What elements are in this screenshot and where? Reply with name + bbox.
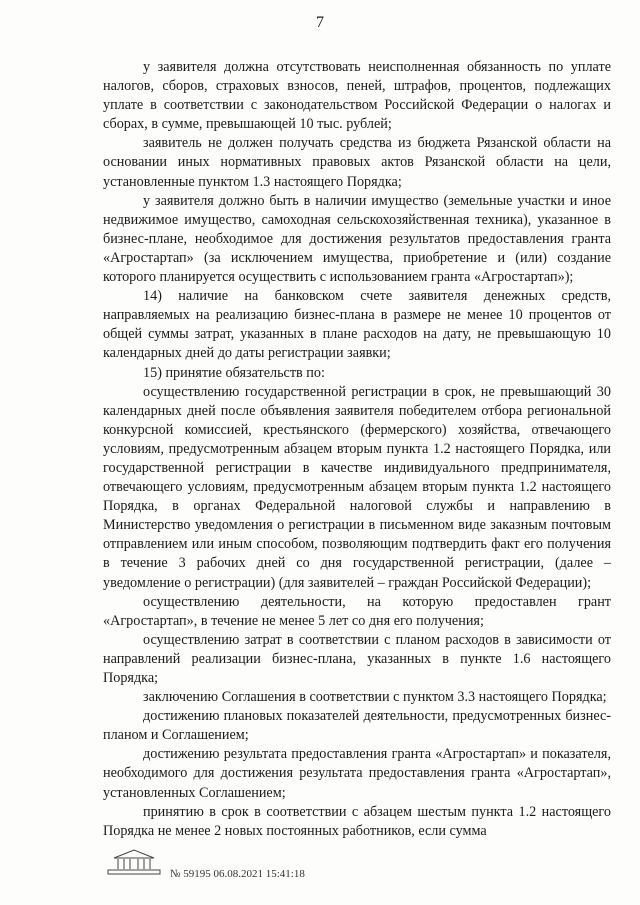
registration-stamp	[106, 848, 406, 888]
paragraph: у заявителя должна отсутствовать неисполненная обязанность по уплате налогов, сборов, страховых взносов, пеней, штрафов, процентов, подлежащих уплате в соответствии с законодательством Российской Федерации о налогах и сборах, в сумме, превышающей 10 тыс. рублей;	[103, 59, 611, 133]
paragraph: достижению результата предоставления гранта «Агростартап» и показателя, необходимого для достижения результата предоставления гранта «Агростартап», установленных Соглашением;	[103, 746, 611, 801]
document-body	[103, 58, 611, 841]
paragraph: 14) наличие на банковском счете заявителя денежных средств, направляемых на реализацию бизнес-плана в размере не менее 10 процентов от общей суммы затрат, указанных в плане расходов на дату, не превышающую 10 календарных дней до даты регистрации заявки;	[103, 288, 611, 362]
paragraph: осуществлению деятельности, на которую предоставлен грант «Агростартап», в течение не менее 5 лет со дня его получения;	[103, 593, 611, 629]
paragraph: у заявителя должно быть в наличии имущество (земельные участки и иное недвижимое имущество, самоходная сельскохозяйственная техника), указанное в бизнес-плане, необходимое для достижения результатов предоставления гранта «Агростартап» (за исключением имущества, приобретение и (или) создание которого планируется осуществить с использованием гранта «Агростартап»);	[103, 192, 611, 286]
stamp-text: № 59195 06.08.2021 15:41:18	[170, 868, 305, 880]
paragraph: заключению Соглашения в соответствии с пунктом 3.3 настоящего Порядка;	[143, 689, 607, 706]
paragraph: 15) принятие обязательств по:	[143, 364, 325, 381]
paragraph: осуществлению государственной регистрации в срок, не превышающий 30 календарных дней после объявления заявителя победителем отбора региональной конкурсной комиссией, крестьянского (фермерского) хозяйства, отвечающего условиям, предусмотренным абзацем вторым пункта 1.2 настоящего Порядка, или государственной регистрации в качестве индивидуального предпринимателя, отвечающего условиям, предусмотренным абзацем вторым пункта 1.2 настоящего Порядка, в органах Федеральной налоговой службы и направлению в Министерство уведомления о регистрации в письменном виде заказным почтовым отправлением или иным способом, позволяющим подтвердить факт его получения в течение 3 рабочих дней со дня государственной регистрации, (далее – уведомление о регистрации) (для заявителей – граждан Российской Федерации);	[103, 383, 611, 591]
page-number: 7	[316, 14, 324, 31]
paragraph: достижению плановых показателей деятельности, предусмотренных бизнес-планом и Соглашением;	[103, 708, 611, 744]
paragraph: принятию в срок в соответствии с абзацем шестым пункта 1.2 настоящего Порядка не менее 2 новых постоянных работников, если сумма	[103, 803, 611, 839]
paragraph: заявитель не должен получать средства из бюджета Рязанской области на основании иных нормативных правовых актов Рязанской области на цели, установленные пунктом 1.3 настоящего Порядка;	[103, 135, 611, 190]
paragraph: осуществлению затрат в соответствии с планом расходов в зависимости от направлений реализации бизнес-плана, указанных в пункте 1.6 настоящего Порядка;	[103, 631, 611, 686]
government-building-icon	[106, 848, 162, 876]
